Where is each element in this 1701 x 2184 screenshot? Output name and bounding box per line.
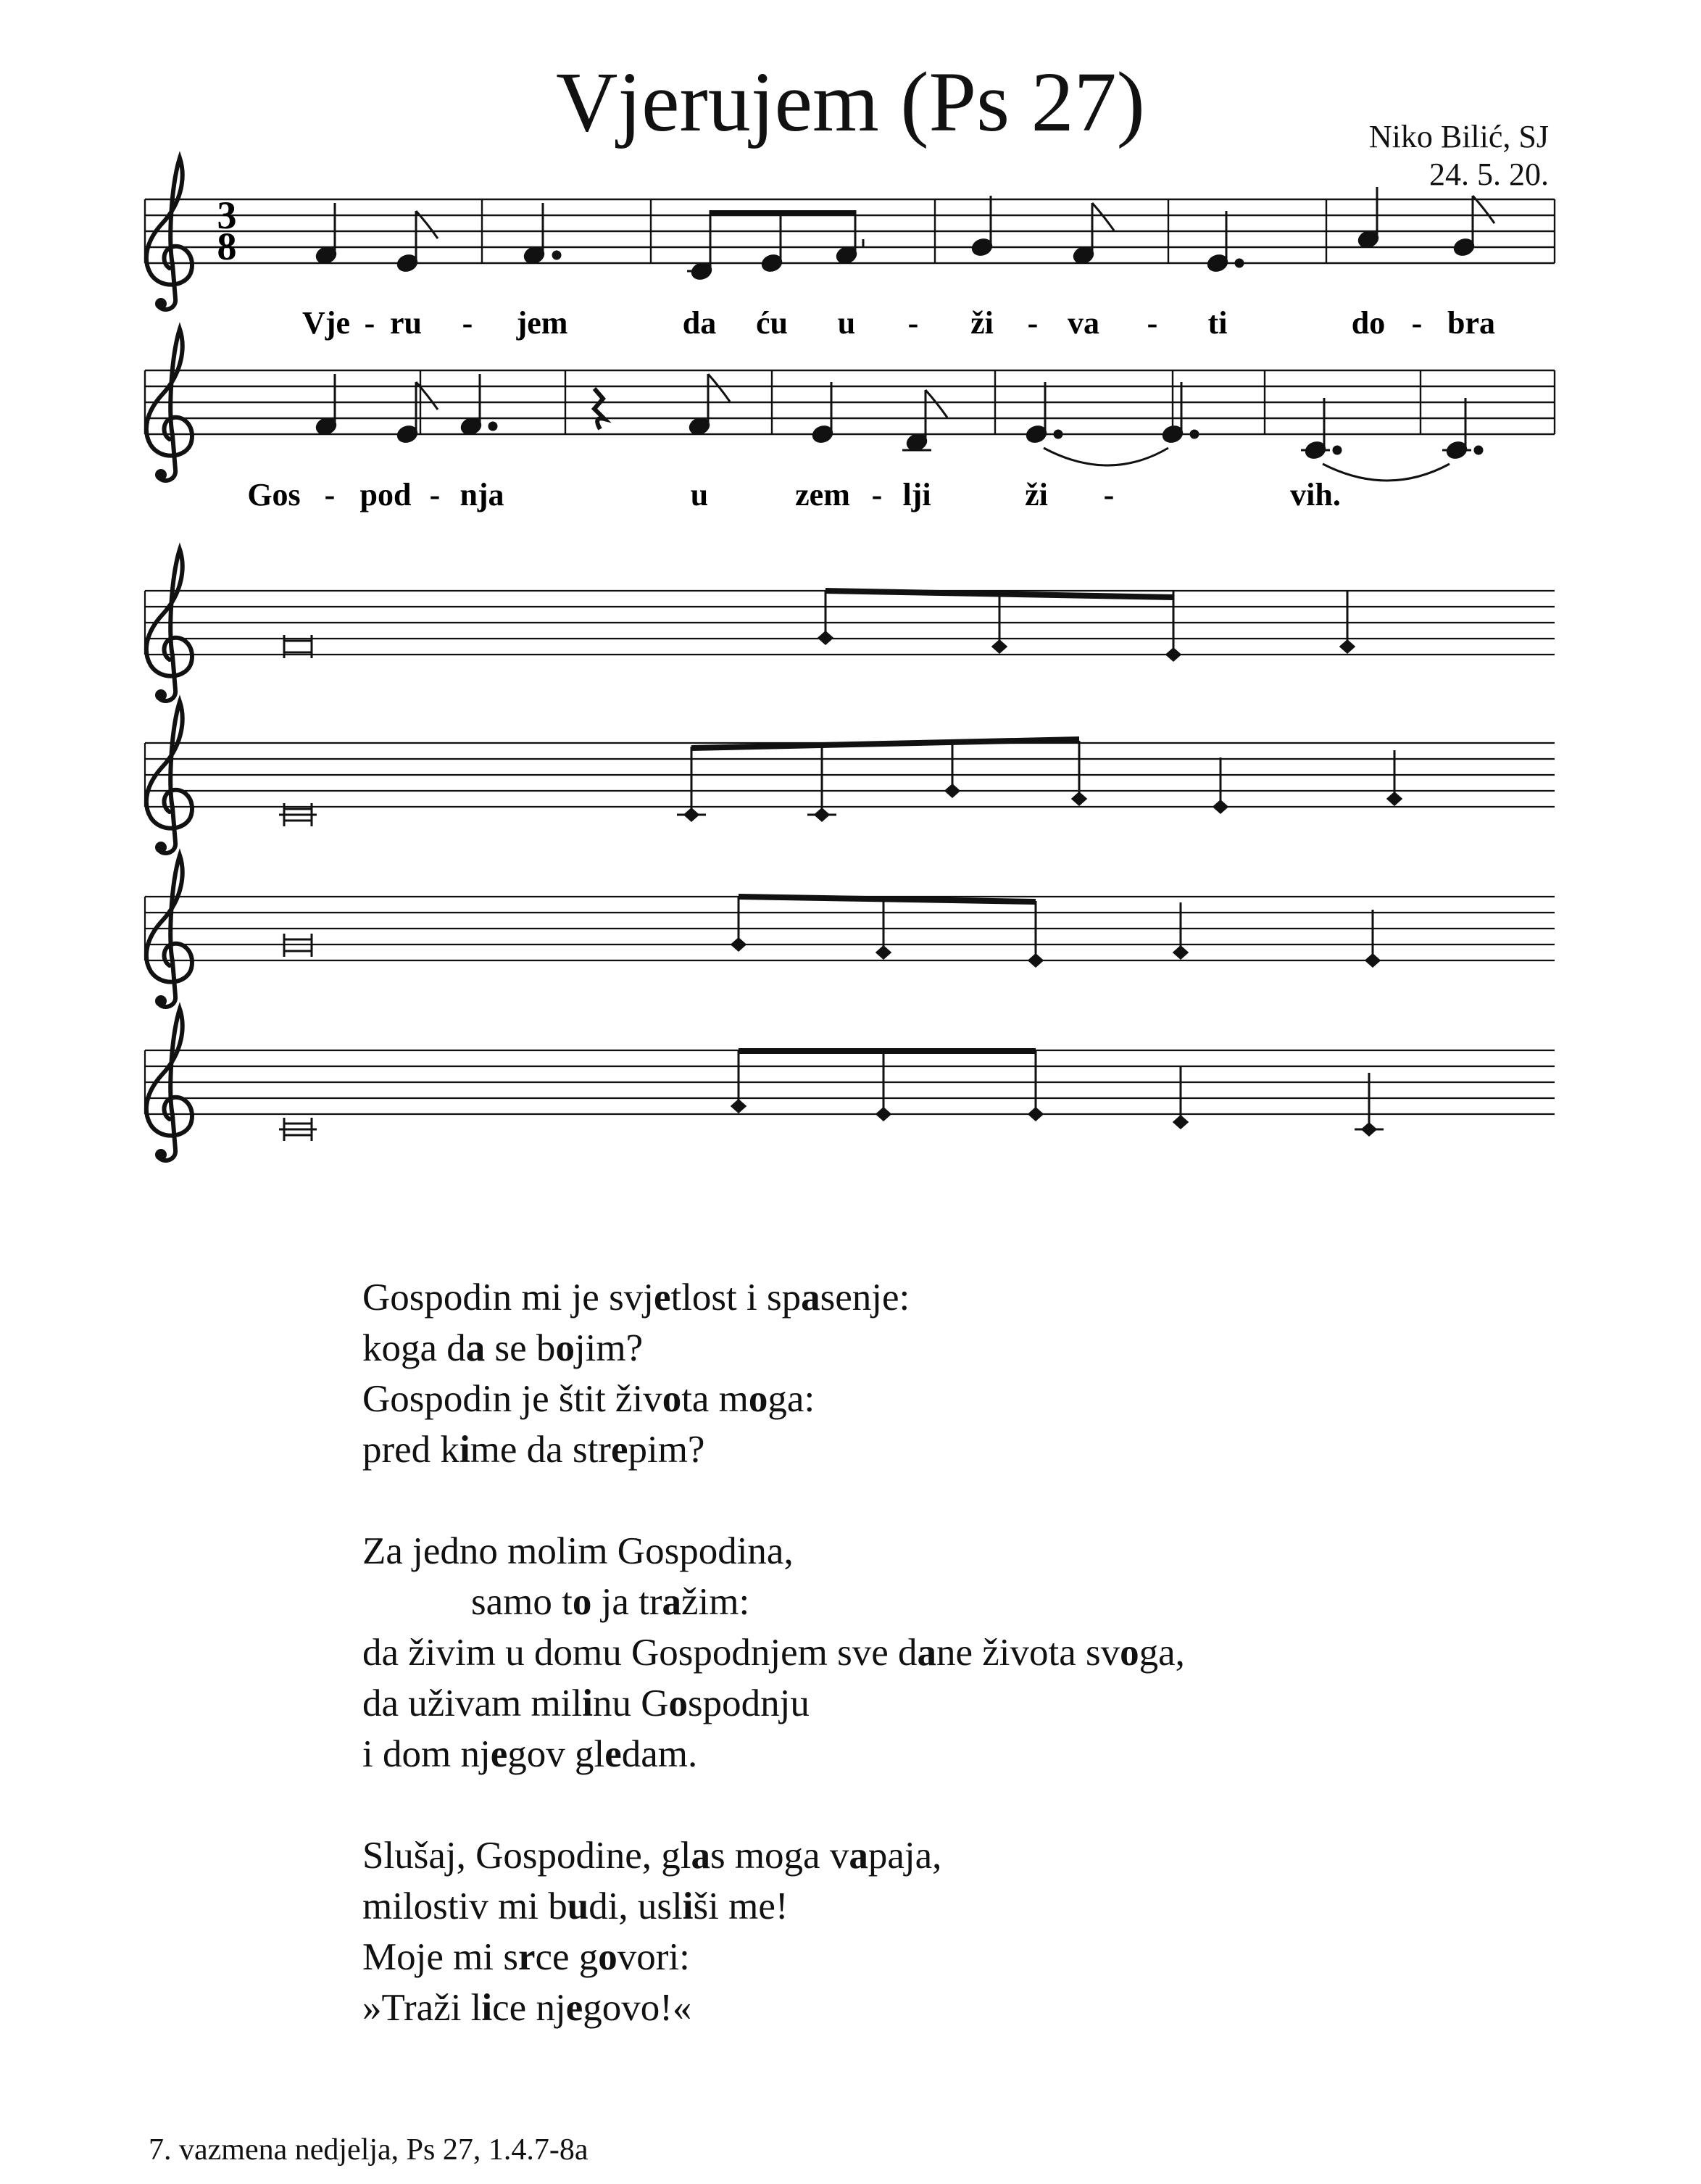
accent-letter: e [565, 1987, 583, 2029]
time-signature-bottom: 8 [217, 225, 237, 268]
refrain-syllable-1-13: ti [1207, 305, 1228, 341]
psalm-tone-staff-3 [145, 855, 1555, 1007]
accent-letter: a [801, 1276, 820, 1319]
verse-text: me da str [470, 1429, 611, 1471]
refrain-syllable-2-6: zem [795, 477, 850, 512]
refrain-syllable-1-10: - [1027, 305, 1039, 341]
verse-text: koga d [362, 1327, 466, 1369]
verse-text: vori: [617, 1936, 690, 1978]
refrain-syllable-1-14: do [1351, 305, 1386, 341]
verse-text: ta m [681, 1378, 749, 1420]
treble-clef-icon [146, 1009, 192, 1160]
refrain-syllable-2-0: Gos [247, 477, 301, 512]
psalm-tone-staff-4 [145, 1009, 1555, 1160]
verse-text: s moga v [710, 1835, 849, 1877]
accent-letter: a [465, 1327, 486, 1369]
refrain-syllable-2-2: pod [359, 477, 412, 512]
verse-text: Moje mi s [362, 1936, 518, 1978]
accent-letter: o [598, 1936, 617, 1978]
refrain-syllable-2-3: - [429, 477, 441, 512]
verse-text: ja tr [591, 1581, 662, 1623]
verse-text: pred k [362, 1429, 459, 1471]
verse-text: senje: [820, 1276, 910, 1319]
verse-text: da uživam mil [362, 1682, 583, 1724]
verse-line [362, 1830, 1185, 1881]
verse-text: jim? [574, 1327, 644, 1369]
accent-letter: o [1120, 1632, 1139, 1674]
treble-clef-icon [146, 329, 192, 481]
verse-text: paja, [868, 1835, 942, 1877]
refrain-syllable-2-11: vih. [1290, 477, 1341, 512]
verse-text: Gospodin mi je svj [362, 1276, 654, 1319]
refrain-syllable-1-9: ži [970, 305, 994, 341]
stanza-3 [362, 1830, 1185, 2033]
verse-text: se b [485, 1327, 556, 1369]
psalm-tone-staff-2 [145, 702, 1555, 853]
verse-line [362, 1729, 1185, 1780]
verse-line [362, 1627, 1185, 1678]
refrain-syllable-1-15: - [1411, 305, 1423, 341]
verse-text: da živim u domu Gospodnjem sve d [362, 1632, 918, 1674]
verse-text: Slušaj, Gospodine, gl [362, 1835, 691, 1877]
accent-letter: o [662, 1378, 682, 1420]
accent-letter: a [917, 1632, 936, 1674]
accent-letter: o [748, 1378, 768, 1420]
psalm-verses [362, 1272, 1185, 2084]
verse-text: ce nj [492, 1987, 566, 2029]
staff-1 [145, 158, 1555, 310]
footer-reference: 7. vazmena nedjelja, Ps 27, 1.4.7-8a [149, 2133, 589, 2167]
refrain-syllable-2-9: ži [1025, 477, 1048, 512]
refrain-syllable-2-1: - [324, 477, 336, 512]
stanza-1 [362, 1272, 1185, 1475]
verse-text: tlost i sp [670, 1276, 802, 1319]
verse-line [362, 1526, 1185, 1577]
refrain-syllable-2-5: u [690, 477, 709, 512]
refrain-syllable-1-1: - [364, 305, 375, 341]
verse-text: nu G [592, 1682, 669, 1724]
date: 24. 5. 20. [1429, 157, 1549, 192]
staff-2 [145, 329, 1555, 481]
psalm-tone-staff-1 [145, 549, 1555, 701]
verse-line [362, 1424, 1185, 1475]
verse-text: ši me! [693, 1885, 789, 1927]
accent-letter: e [653, 1276, 671, 1319]
verse-text: spodnju [687, 1682, 810, 1724]
verse-text: ga: [768, 1378, 815, 1420]
refrain-syllable-2-8: lji [902, 477, 931, 512]
accent-letter: a [849, 1835, 868, 1877]
refrain-syllable-1-6: ću [756, 305, 788, 341]
verse-line [362, 1577, 1185, 1627]
verse-line [362, 1272, 1185, 1323]
refrain-syllable-1-2: ru [390, 305, 422, 341]
verse-text: ne života sv [936, 1632, 1120, 1674]
verse-text: samo t [471, 1581, 573, 1623]
verse-text: Gospodin je štit živ [362, 1378, 662, 1420]
refrain-syllable-1-0: Vje [302, 305, 350, 341]
treble-clef-icon [146, 549, 192, 701]
refrain-syllable-1-12: - [1147, 305, 1158, 341]
accent-letter: u [567, 1885, 589, 1927]
accent-letter: o [555, 1327, 575, 1369]
refrain-lyrics-line-2 [247, 477, 1341, 512]
accent-letter: o [572, 1581, 592, 1623]
refrain-lyrics-line-1 [302, 305, 1495, 341]
verse-text: Za jedno molim Gospodina, [362, 1530, 794, 1572]
refrain-syllable-2-4: nja [459, 477, 504, 512]
refrain-syllable-1-8: - [907, 305, 919, 341]
verse-text: ce g [535, 1936, 599, 1978]
verse-text: gov gl [507, 1733, 605, 1775]
stanza-2 [362, 1526, 1185, 1780]
refrain-syllable-1-5: da [682, 305, 717, 341]
accent-letter: i [459, 1429, 470, 1471]
accent-letter: o [668, 1682, 688, 1724]
verse-line [362, 1678, 1185, 1729]
verse-line [362, 1374, 1185, 1424]
accent-letter: i [582, 1682, 593, 1724]
verse-text: di, usl [589, 1885, 683, 1927]
time-signature-top: 3 [217, 194, 237, 237]
refrain-syllable-2-10: - [1103, 477, 1115, 512]
accent-letter: a [662, 1581, 681, 1623]
treble-clef-icon [146, 855, 192, 1007]
verse-text: dam. [621, 1733, 698, 1775]
refrain-syllable-1-11: va [1068, 305, 1099, 341]
accent-letter: e [610, 1429, 628, 1471]
composer: Niko Bilić, SJ [1368, 119, 1549, 154]
refrain-syllable-1-7: u [837, 305, 856, 341]
refrain-syllable-1-4: jem [516, 305, 568, 341]
verse-text: pim? [628, 1429, 705, 1471]
refrain-syllable-1-16: bra [1447, 305, 1495, 341]
verse-line [362, 1323, 1185, 1374]
refrain-syllable-1-3: - [462, 305, 473, 341]
verse-text: »Traži l [362, 1987, 482, 2029]
treble-clef-icon [146, 158, 192, 310]
accent-letter: e [604, 1733, 622, 1775]
verse-text: žim: [681, 1581, 750, 1623]
verse-line [362, 1932, 1185, 1982]
accent-letter: i [481, 1987, 493, 2029]
verse-text: ga, [1139, 1632, 1185, 1674]
verse-line [362, 1982, 1185, 2033]
verse-text: govo!« [583, 1987, 692, 2029]
accent-letter: r [517, 1936, 536, 1978]
page-title: Vjerujem (Ps 27) [556, 54, 1145, 149]
accent-letter: e [490, 1733, 508, 1775]
accent-letter: a [691, 1835, 710, 1877]
verse-line [362, 1881, 1185, 1932]
treble-clef-icon [146, 702, 192, 853]
verse-text: milostiv mi b [362, 1885, 567, 1927]
verse-text: i dom nj [362, 1733, 491, 1775]
refrain-syllable-2-7: - [871, 477, 883, 512]
accent-letter: i [682, 1885, 694, 1927]
